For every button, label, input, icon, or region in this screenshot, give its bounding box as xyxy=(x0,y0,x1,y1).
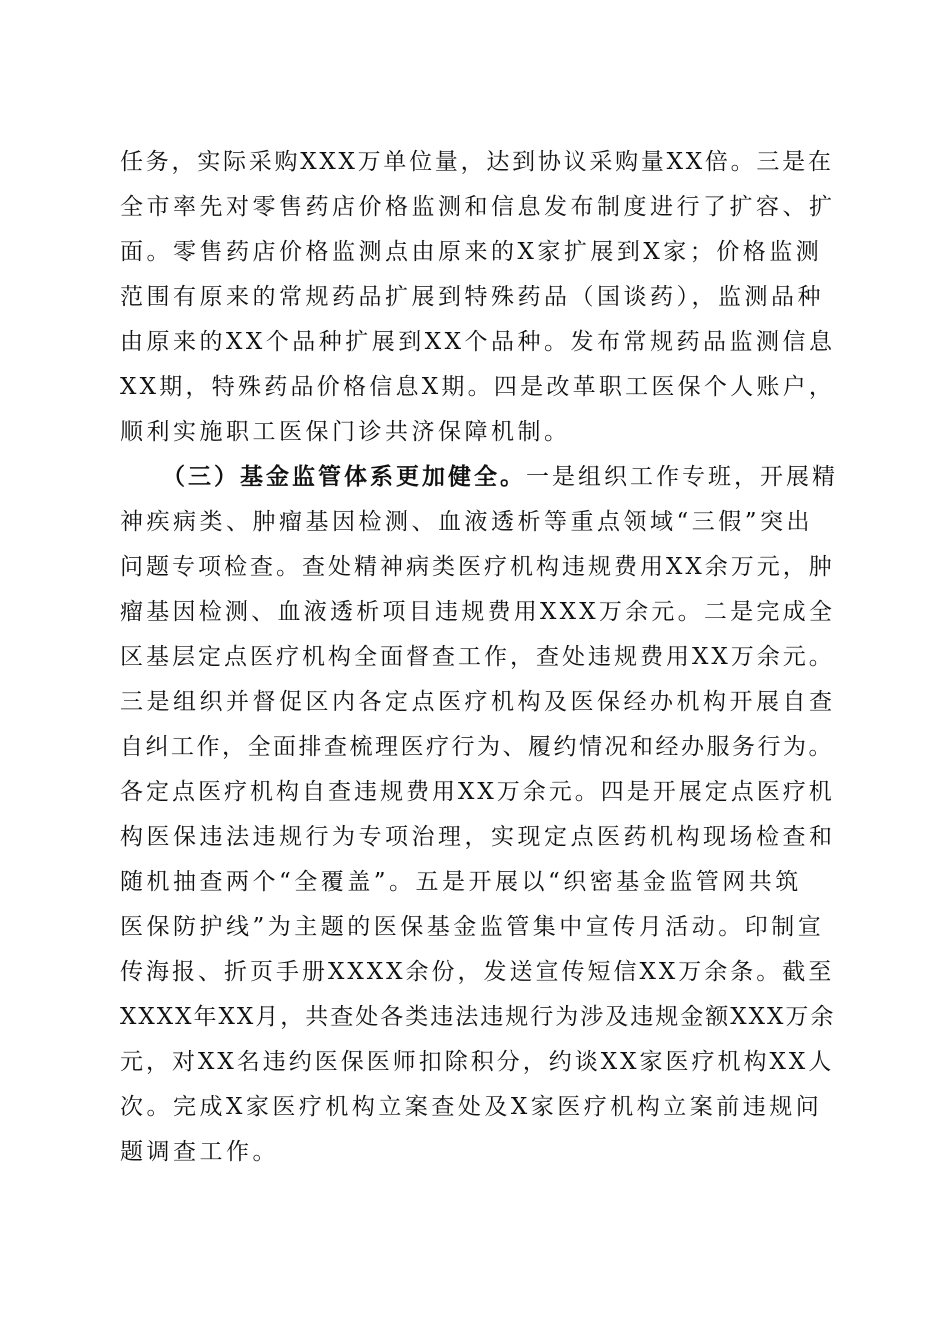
text-line: 传海报、折页手册XXXX余份，发送宣传短信XX万余条。截至 xyxy=(120,959,835,985)
text-line: 范围有原来的常规药品扩展到特殊药品（国谈药），监测品种 xyxy=(120,284,824,310)
text-line: XX期，特殊药品价格信息X期。四是改革职工医保个人账户， xyxy=(120,374,836,400)
section-heading: （三）基金监管体系更加健全。 xyxy=(162,463,526,490)
text-line: 随机抽查两个“全覆盖”。五是开展以“织密基金监管网共筑 xyxy=(120,869,802,895)
text-line: 医保防护线”为主题的医保基金监管集中宣传月活动。印制宣 xyxy=(120,914,825,940)
text-line: 题调查工作。 xyxy=(120,1139,279,1165)
text-line: 问题专项检查。查处精神病类医疗机构违规费用XX余万元，肿 xyxy=(120,554,835,580)
text-span: 一是组织工作专班，开展精 xyxy=(526,464,838,490)
text-line: 次。完成X家医疗机构立案查处及X家医疗机构立案前违规问 xyxy=(120,1094,823,1120)
text-line: 构医保违法违规行为专项治理，实现定点医药机构现场检查和 xyxy=(120,824,836,850)
text-line: 顺利实施职工医保门诊共济保障机制。 xyxy=(120,419,571,445)
text-line: 自纠工作，全面排查梳理医疗行为、履约情况和经办服务行为。 xyxy=(120,734,834,760)
paragraph-first-line xyxy=(162,460,838,494)
text-line: 神疾病类、肿瘤基因检测、血液透析等重点领域“三假”突出 xyxy=(120,509,814,535)
text-line: 全市率先对零售药店价格监测和信息发布制度进行了扩容、扩 xyxy=(120,194,836,220)
text-line: 由原来的XX个品种扩展到XX个品种。发布常规药品监测信息 xyxy=(120,329,836,355)
text-line: 面。零售药店价格监测点由原来的X家扩展到X家；价格监测 xyxy=(120,239,823,265)
text-line: 三是组织并督促区内各定点医疗机构及医保经办机构开展自查 xyxy=(120,689,836,715)
text-line: 任务，实际采购XXX万单位量，达到协议采购量XX倍。三是在 xyxy=(120,149,834,175)
text-line: 元，对XX名违约医保医师扣除积分，约谈XX家医疗机构XX人 xyxy=(120,1049,835,1075)
text-line: 瘤基因检测、血液透析项目违规费用XXX万余元。二是完成全 xyxy=(120,599,836,625)
text-line: 区基层定点医疗机构全面督查工作，查处违规费用XX万余元。 xyxy=(120,644,835,670)
text-line: 各定点医疗机构自查违规费用XX万余元。四是开展定点医疗机 xyxy=(120,779,835,805)
text-line: XXXX年XX月，共查处各类违法违规行为涉及违规金额XXX万余 xyxy=(120,1004,836,1030)
